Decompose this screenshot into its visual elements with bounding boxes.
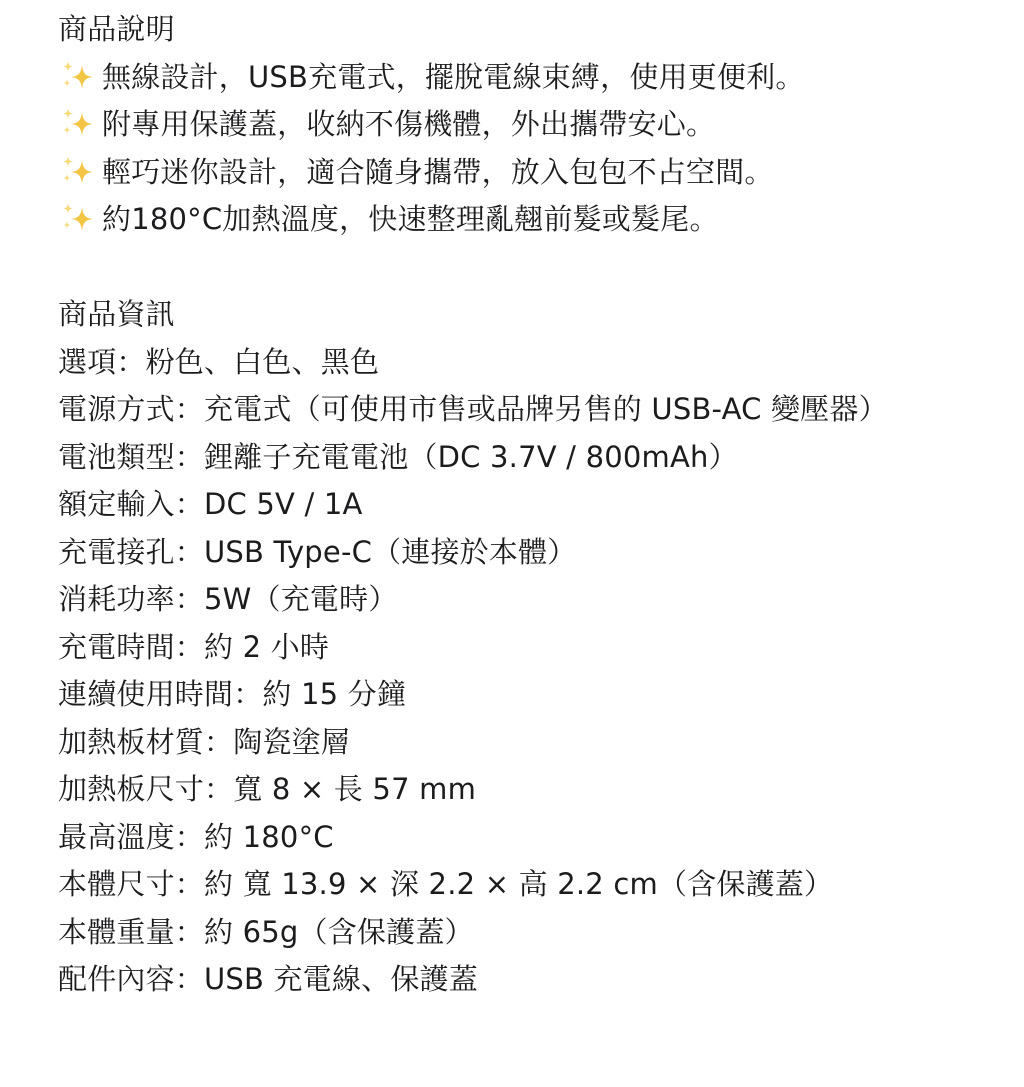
sparkles-icon xyxy=(58,154,100,186)
description-bullet xyxy=(58,196,984,244)
info-row-body-weight: 本體重量：約 65g（含保護蓋） xyxy=(58,914,474,949)
bullet-text: 附專用保護蓋，收納不傷機體，外出攜帶安心。 xyxy=(102,107,716,141)
info-row-accessories: 配件內容：USB 充電線、保護蓋 xyxy=(58,962,478,996)
info-row-options: 選項：粉色、白色、黑色 xyxy=(58,344,380,379)
description-heading: 商品說明 xyxy=(58,12,175,46)
info-row-body-size: 本體尺寸：約 寬 13.9 × 深 2.2 × 高 2.2 cm（含保護蓋） xyxy=(58,867,834,901)
sparkles-icon xyxy=(58,201,100,233)
info-row-rated-input: 額定輸入：DC 5V / 1A xyxy=(58,487,363,521)
info-row-charging-time: 充電時間：約 2 小時 xyxy=(58,629,330,664)
section-gap xyxy=(58,244,984,292)
bullet-text: 輕巧迷你設計，適合隨身攜帶，放入包包不占空間。 xyxy=(102,154,774,189)
info-heading: 商品資訊 xyxy=(58,297,175,331)
info-row-charging-port: 充電接孔：USB Type-C（連接於本體） xyxy=(58,534,577,569)
info-row-plate-size: 加熱板尺寸：寬 8 × 長 57 mm xyxy=(58,772,477,806)
description-bullet-list xyxy=(58,54,984,244)
description-bullet xyxy=(58,101,984,149)
info-row-power-consumption: 消耗功率：5W（充電時） xyxy=(58,582,398,616)
info-row-max-temperature: 最高溫度：約 180°C xyxy=(58,819,334,854)
description-bullet xyxy=(58,54,984,102)
info-row-plate-material: 加熱板材質：陶瓷塗層 xyxy=(58,724,351,759)
sparkles-icon xyxy=(58,59,100,91)
bullet-text: 約180°C加熱溫度，快速整理亂翹前髮或髮尾。 xyxy=(102,202,719,236)
info-row-power-source: 電源方式：充電式（可使用市售或品牌另售的 USB-AC 變壓器） xyxy=(58,392,888,426)
description-bullet xyxy=(58,149,984,197)
bullet-text: 無線設計，USB充電式，擺脫電線束縛，使用更便利。 xyxy=(102,59,805,94)
sparkles-icon xyxy=(58,106,100,138)
info-row-battery-type: 電池類型：鋰離子充電電池（DC 3.7V / 800mAh） xyxy=(58,439,738,474)
info-row-usage-time: 連續使用時間：約 15 分鐘 xyxy=(58,677,407,711)
info-list xyxy=(58,339,984,1004)
